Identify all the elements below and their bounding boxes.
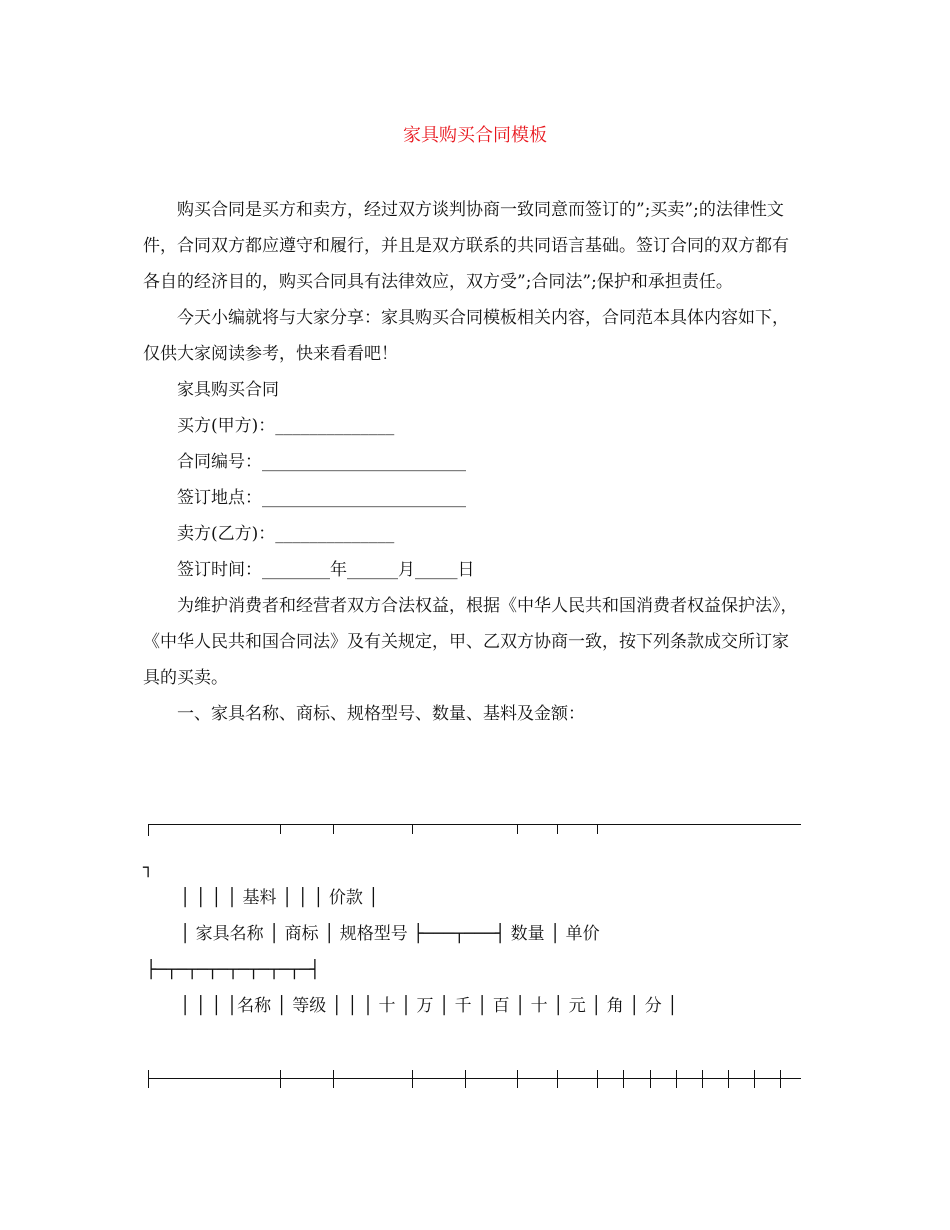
table-corner: ┐ (143, 858, 154, 878)
intro-paragraph: 购买合同是买方和卖方，经过双方谈判协商一致同意而签订的”;买卖”;的法律性文件，合同双方都应遵守和履行，并且是双方联系的共同语言基础。签订合同的双方都有各自的经济目的，购买合同具有法律效应，双方受”;合同法”;保护和承担责任。 (143, 200, 789, 292)
table-divider-row: ├─┬─┬─┬─┬─┬─┬─┬─┤ (146, 960, 320, 980)
signing-date-field: 签订时间：________年______月_____日 (177, 560, 475, 580)
document-body (143, 192, 803, 732)
seller-field: 卖方(乙方)：______________ (177, 524, 395, 544)
share-paragraph: 今天小编就将与大家分享：家具购买合同模板相关内容，合同范本具体内容如下，仅供大家阅读参考，快来看看吧！ (143, 308, 789, 364)
section-one-heading: 一、家具名称、商标、规格型号、数量、基料及金额： (177, 704, 585, 724)
buyer-field: 买方(甲方)：______________ (177, 416, 395, 436)
table-header-row-2: │ 家具名称 │ 商标 │ 规格型号 ├───┬───┤ 数量 │ 单价 (180, 924, 600, 944)
document-title: 家具购买合同模板 (403, 125, 547, 146)
table-header-row-3: │ │ │ │名称 │ 等级 │ │ │ 十 │ 万 │ 千 │ 百 │ 十 │ 元 │ 角 │ 分 │ (180, 996, 678, 1016)
legal-basis-paragraph: 为维护消费者和经营者双方合法权益，根据《中华人民共和国消费者权益保护法》，《中华人民共和国合同法》及有关规定，甲、乙双方协商一致，按下列条款成交所订家具的买卖。 (143, 596, 798, 688)
contract-number-field: 合同编号：________________________ (177, 452, 466, 472)
contract-heading: 家具购买合同 (177, 380, 279, 400)
signing-place-field: 签订地点：________________________ (177, 488, 466, 508)
table-header-row-1: │ │ │ │ 基料 │ │ │ 价款 │ (180, 888, 379, 908)
